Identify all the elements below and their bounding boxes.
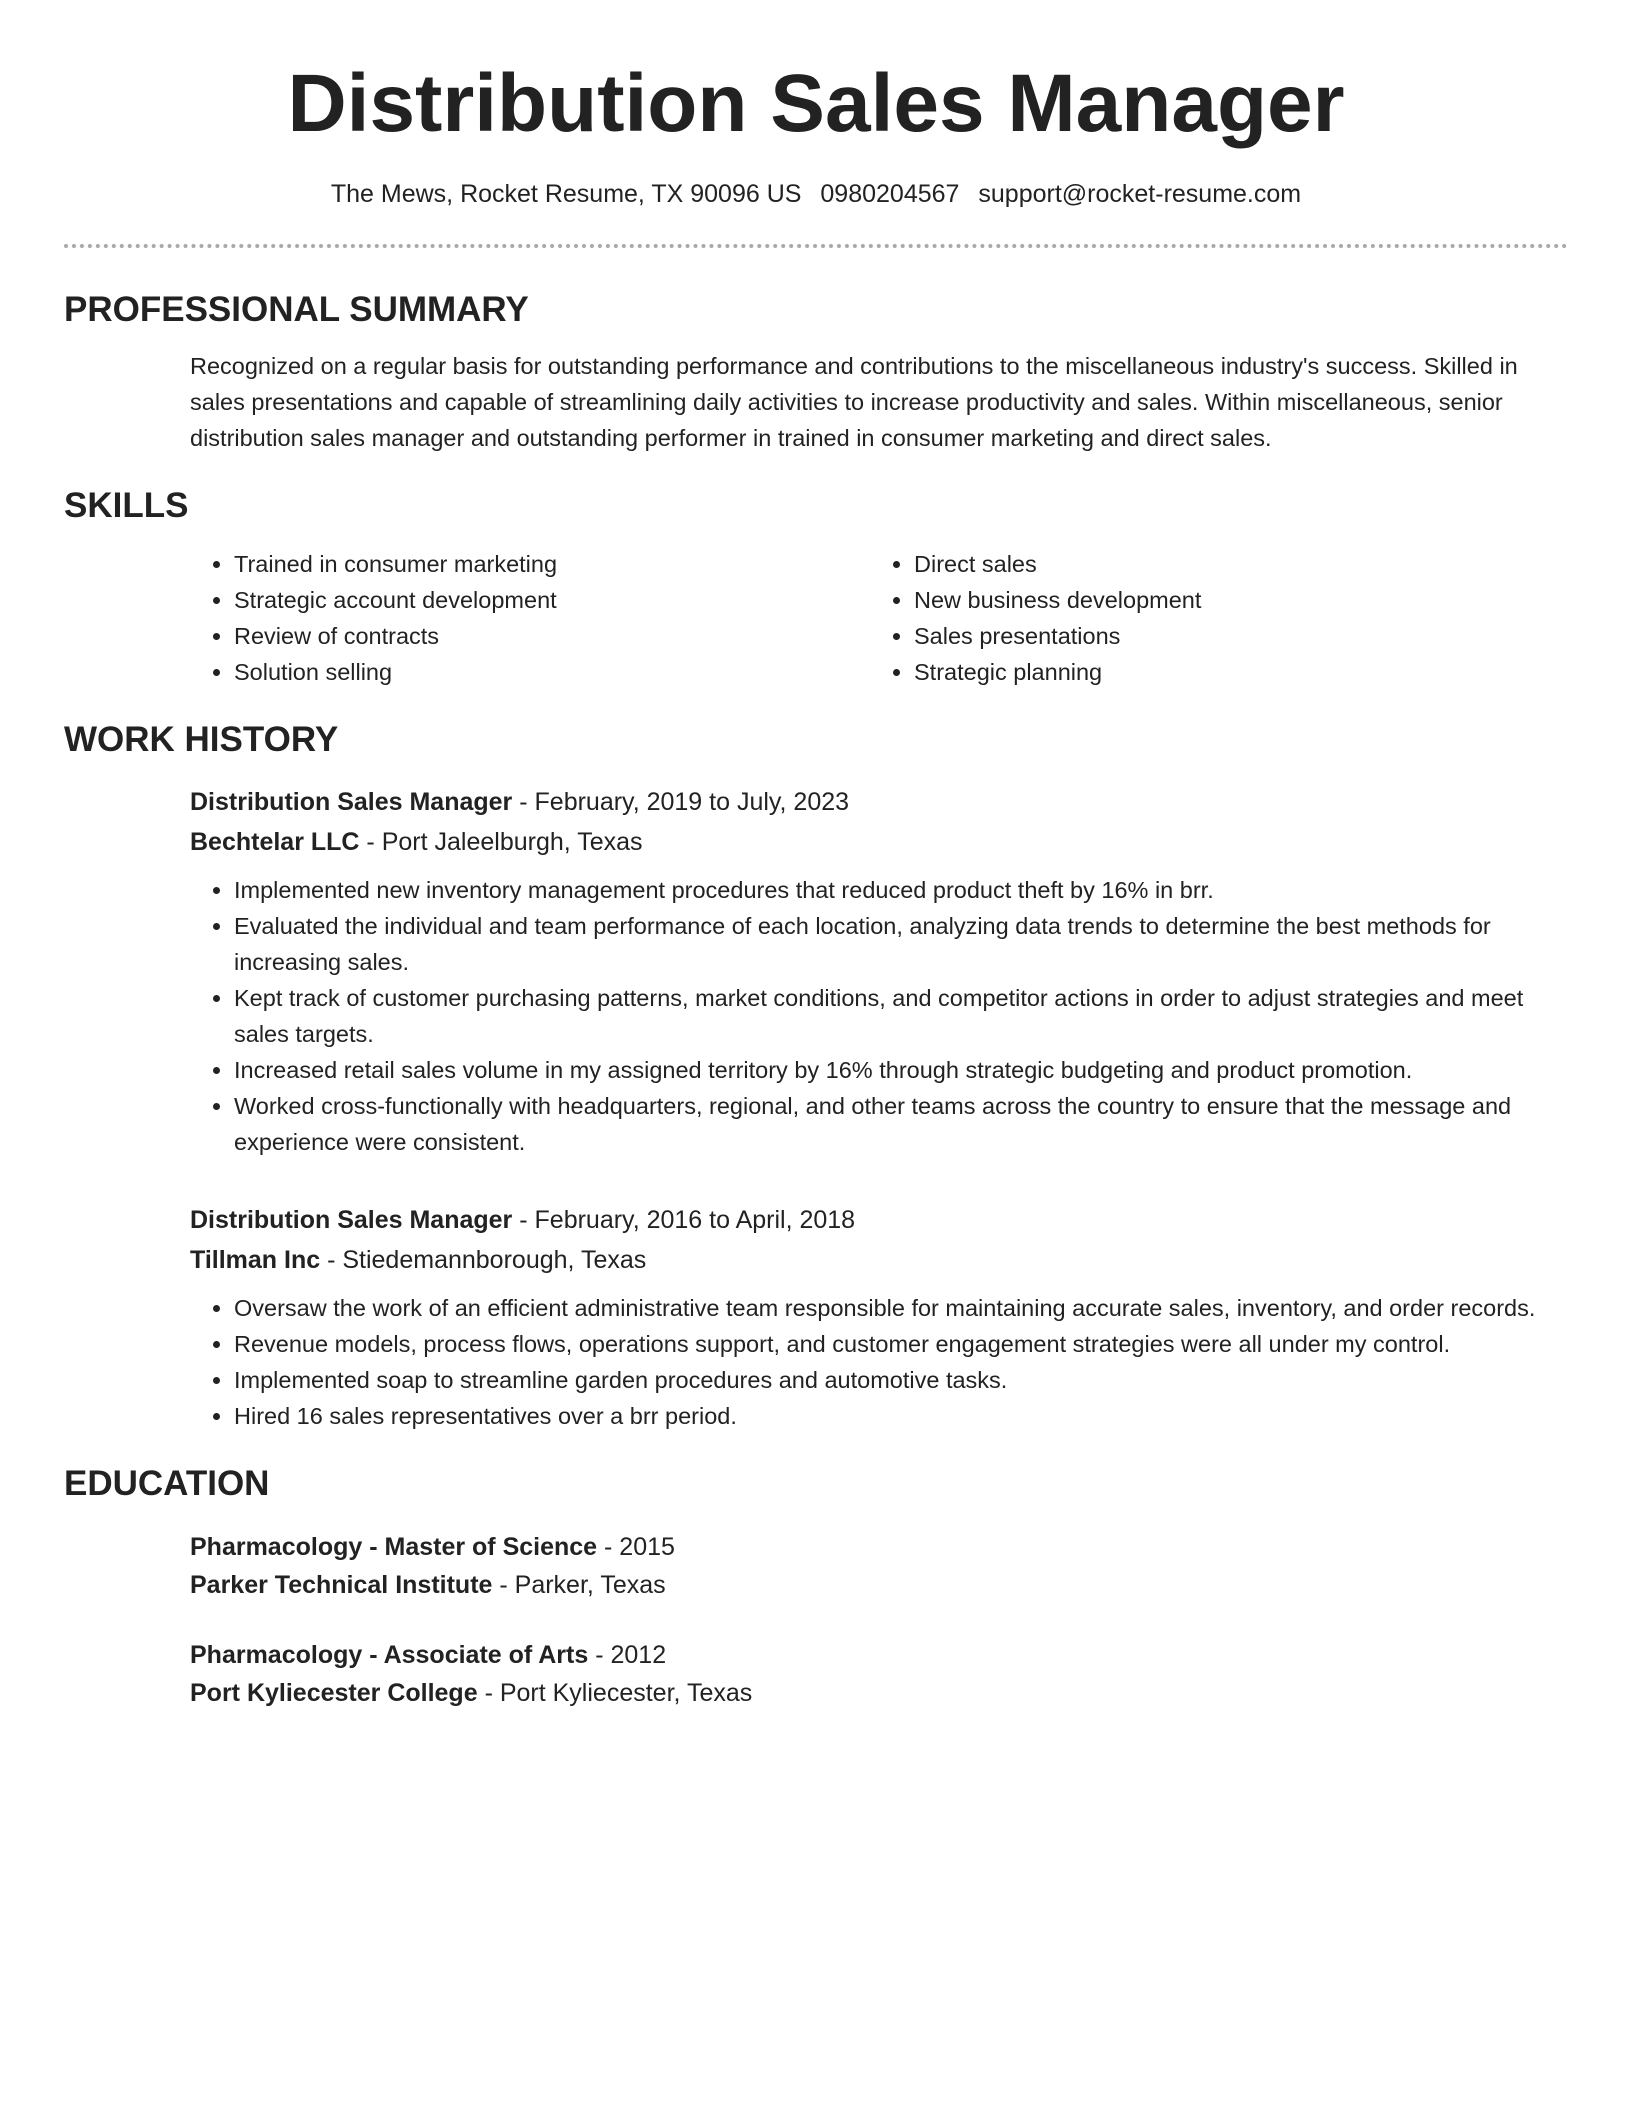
contact-line [64,178,1568,210]
job-bullet: • Oversaw the work of an efficient administrative team responsible for maintaining accurate sales, inventory, and order records. [234,1290,1568,1326]
job-bullet: • Hired 16 sales representatives over a brr period. [234,1398,1568,1434]
job-title-line [190,1200,1568,1240]
header-divider [64,244,1568,248]
skill-item: • Sales presentations [914,618,1550,654]
job-bullet: • Implemented soap to streamline garden procedures and automotive tasks. [234,1362,1568,1398]
job-title-line [190,782,1568,822]
contact-phone: 0980204567 [820,180,960,208]
skills-column-left [190,546,870,690]
job-bullet: • Revenue models, process flows, operations support, and customer engagement strategies were all under my control. [234,1326,1568,1362]
contact-address: The Mews, Rocket Resume, TX 90096 US [330,180,802,208]
summary-heading: PROFESSIONAL SUMMARY [64,290,529,329]
job-role: Distribution Sales Manager [190,788,513,816]
contact-email: support@rocket-resume.com [978,180,1302,208]
job-bullet: • Evaluated the individual and team performance of each location, analyzing data trends to determine the best methods for increasing sales. [234,908,1568,980]
job-company: Tillman Inc [190,1246,321,1274]
education-school-line [190,1674,1568,1712]
skills-list [190,546,1568,690]
job-company: Bechtelar LLC [190,828,360,856]
job-location: - Port Jaleelburgh, Texas [359,828,643,856]
job-location: - Stiedemannborough, Texas [320,1246,647,1274]
job-dates: - February, 2016 to April, 2018 [512,1206,856,1234]
skill-item: • Direct sales [914,546,1550,582]
job-bullet: • Increased retail sales volume in my assigned territory by 16% through strategic budgeting and product promotion. [234,1052,1568,1088]
education-location: - Parker, Texas [492,1571,666,1599]
work-history-heading: WORK HISTORY [64,720,339,759]
job-entry [190,1200,1568,1434]
job-entry [190,782,1568,1160]
job-bullet: • Kept track of customer purchasing patterns, market conditions, and competitor actions in order to adjust strategies and meet sales targets. [234,980,1568,1052]
education-heading: EDUCATION [64,1464,270,1503]
education-degree: Pharmacology - Master of Science [190,1533,598,1561]
job-bullet: • Implemented new inventory management procedures that reduced product theft by 16% in brr. [234,872,1568,908]
skill-item: • Review of contracts [234,618,870,654]
job-dates: - February, 2019 to July, 2023 [512,788,850,816]
education-degree-line [190,1636,1568,1674]
candidate-name: Distribution Sales Manager [287,58,1345,149]
education-entry [190,1636,1568,1712]
education-school: Parker Technical Institute [190,1571,493,1599]
education-entry [190,1528,1568,1604]
education-school: Port Kyliecester College [190,1679,478,1707]
resume-page [64,0,1568,1712]
job-company-line [190,1240,1568,1280]
job-bullets [190,872,1568,1160]
job-bullets [190,1290,1568,1434]
summary-text: Recognized on a regular basis for outstanding performance and contributions to the miscellaneous industry's success. Skilled in sales presentations and capable of streamlining daily activities to increase productivity and sales. Within miscellaneous, senior distribution sales manager and outstanding performer in trained in consumer marketing and direct sales. [190,353,1518,451]
job-bullet: • Worked cross-functionally with headquarters, regional, and other teams across the country to ensure that the message and experience were consistent. [234,1088,1568,1160]
education-degree-line [190,1528,1568,1566]
education-location: - Port Kyliecester, Texas [477,1679,753,1707]
education-school-line [190,1566,1568,1604]
skill-item: • Strategic account development [234,582,870,618]
skills-column-right [870,546,1550,690]
education-degree: Pharmacology - Associate of Arts [190,1641,589,1669]
job-company-line [190,822,1568,862]
skill-item: • New business development [914,582,1550,618]
job-role: Distribution Sales Manager [190,1206,513,1234]
skills-heading: SKILLS [64,486,189,525]
education-year: - 2012 [588,1641,667,1669]
skill-item: • Strategic planning [914,654,1550,690]
skill-item: • Solution selling [234,654,870,690]
skill-item: • Trained in consumer marketing [234,546,870,582]
education-year: - 2015 [597,1533,675,1561]
